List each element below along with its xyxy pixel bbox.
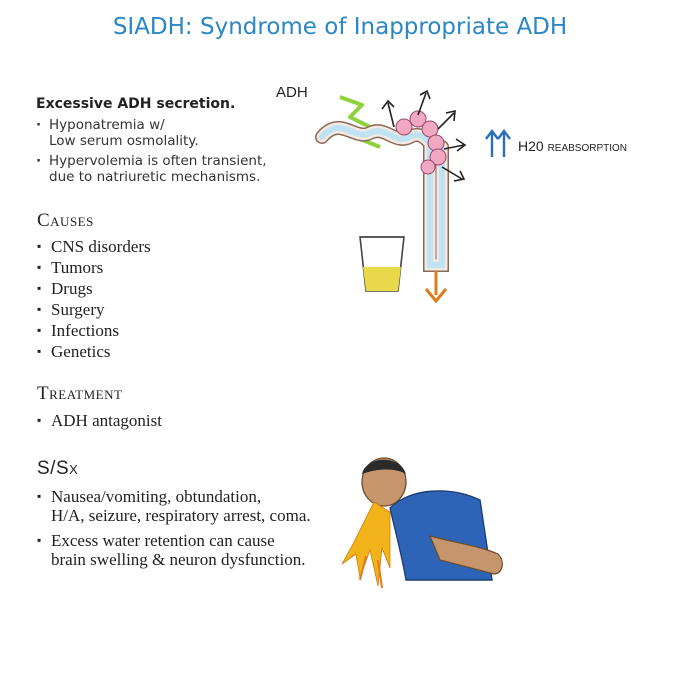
list-item: ▪ Nausea/vomiting, obtundation, H/A, seizure, respiratory arrest, coma. bbox=[37, 487, 311, 525]
page-title: SIADH: Syndrome of Inappropriate ADH bbox=[112, 14, 568, 40]
list-item: ▪ Genetics bbox=[37, 341, 151, 362]
intro-item: · Hyponatremia w/ Low serum osmolality. bbox=[36, 117, 336, 149]
symptoms-heading: S/Sx bbox=[37, 458, 79, 479]
increase-arrows-icon bbox=[486, 131, 510, 157]
causes-heading: Causes bbox=[37, 210, 94, 231]
list-item: ▪ CNS disorders bbox=[37, 236, 151, 257]
symptoms-list bbox=[37, 487, 311, 575]
list-item: ▪ Excess water retention can cause brain swelling & neuron dysfunction. bbox=[37, 531, 311, 569]
list-item: ▪ Surgery bbox=[37, 299, 151, 320]
list-item: ▪ Infections bbox=[37, 320, 151, 341]
vomit-icon bbox=[342, 502, 390, 586]
vomiting-person-illustration bbox=[330, 450, 510, 600]
treatment-list bbox=[37, 410, 162, 431]
intro-item: · Hypervolemia is often transient, due to natriuretic mechanisms. bbox=[36, 153, 336, 185]
treatment-heading: Treatment bbox=[37, 383, 123, 404]
list-item: ▪ Drugs bbox=[37, 278, 151, 299]
urine-cup-icon bbox=[360, 237, 404, 291]
reabsorption-label: H20 reabsorption bbox=[518, 138, 628, 154]
list-item: ▪ Tumors bbox=[37, 257, 151, 278]
nephron-diagram bbox=[270, 75, 670, 315]
causes-list bbox=[37, 236, 151, 362]
intro-heading: Excessive ADH secretion. bbox=[36, 96, 236, 112]
adh-label: ADH bbox=[276, 84, 308, 101]
list-item: ▪ ADH antagonist bbox=[37, 410, 162, 431]
